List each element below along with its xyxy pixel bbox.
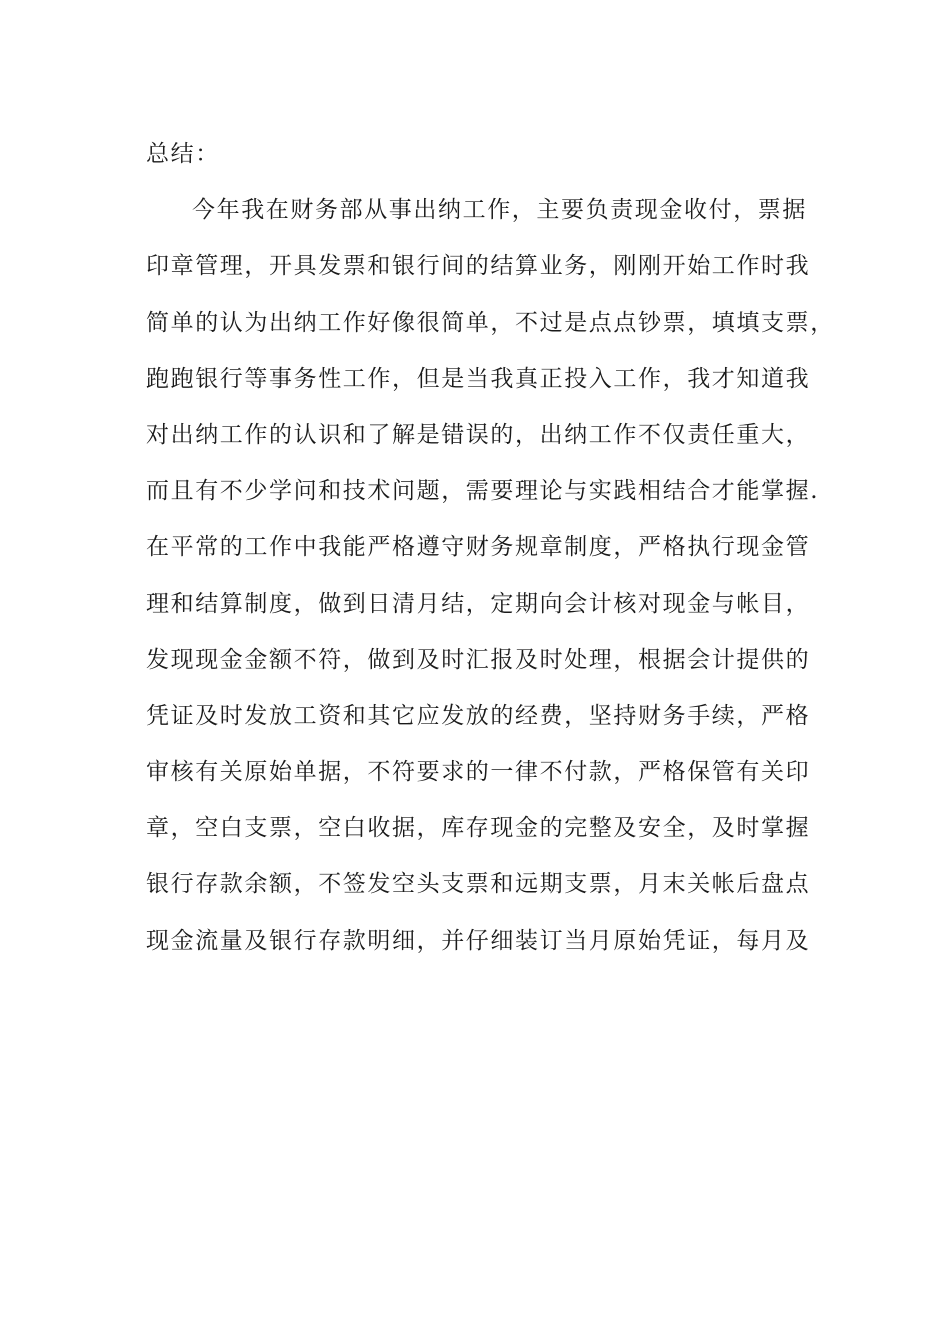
document-body [146,128,836,971]
paragraph-line: 印章管理，开具发票和银行间的结算业务，刚刚开始工作时我 [146,253,811,280]
paragraph-line: 发现现金金额不符，做到及时汇报及时处理，根据会计提供的 [146,646,811,673]
paragraph-line: 现金流量及银行存款明细，并仔细装订当月原始凭证，每月及 [146,927,811,954]
paragraph-line: 简单的认为出纳工作好像很简单，不过是点点钞票，填填支票， [146,309,835,336]
paragraph-line: 在平常的工作中我能严格遵守财务规章制度，严格执行现金管 [146,534,811,561]
paragraph-line: 银行存款余额，不签发空头支票和远期支票，月末关帐后盘点 [146,871,811,898]
paragraph-line: 对出纳工作的认识和了解是错误的，出纳工作不仅责任重大， [146,421,811,448]
paragraph-line: 而且有不少学问和技术问题，需要理论与实践相结合才能掌握. [146,478,820,505]
paragraph-line: 今年我在财务部从事出纳工作，主要负责现金收付，票据 [192,197,807,224]
paragraph-line: 跑跑银行等事务性工作，但是当我真正投入工作，我才知道我 [146,365,811,392]
paragraph-line: 章，空白支票，空白收据，库存现金的完整及安全，及时掌握 [146,815,811,842]
paragraph-line: 审核有关原始单据，不符要求的一律不付款，严格保管有关印 [146,759,811,786]
document-heading: 总结： [146,141,220,167]
paragraph-line: 凭证及时发放工资和其它应发放的经费，坚持财务手续，严格 [146,702,811,729]
paragraph-line: 理和结算制度，做到日清月结，定期向会计核对现金与帐目， [146,590,811,617]
